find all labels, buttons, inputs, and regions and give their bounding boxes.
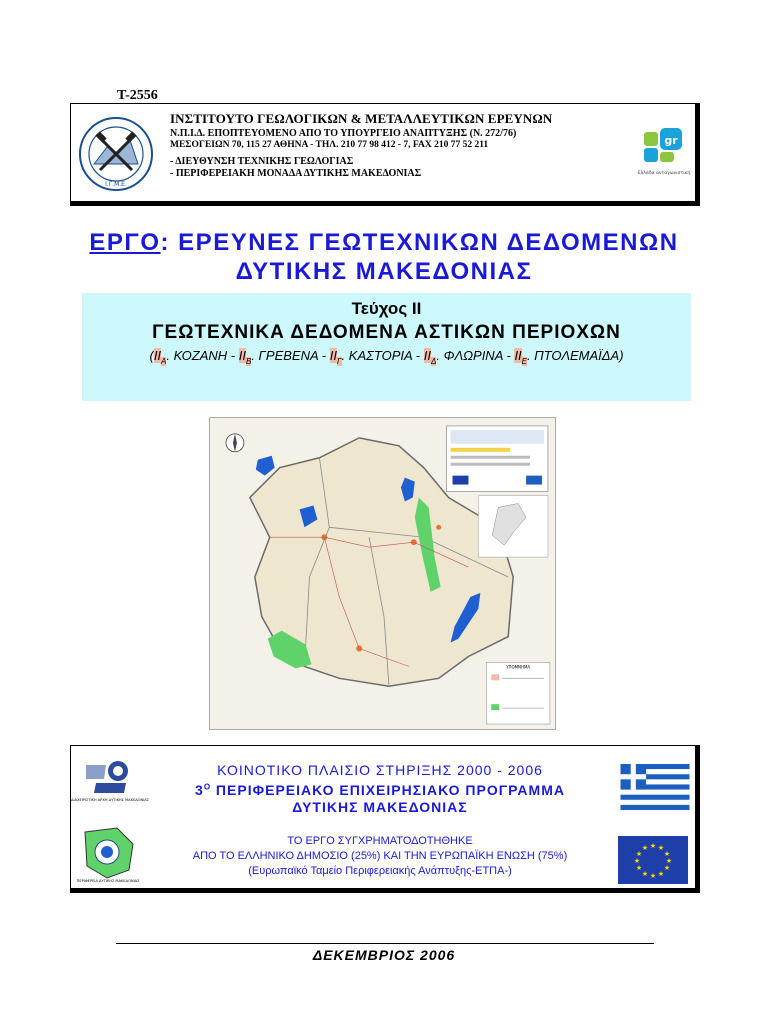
area-tag-sub: Γ bbox=[336, 356, 342, 366]
gr-logo-caption: Ελλάδα ανταγωνιστική bbox=[637, 171, 691, 176]
svg-text:★: ★ bbox=[657, 844, 665, 852]
kps-line3: ΔΥΤΙΚΗΣ ΜΑΚΕΔΟΝΙΑΣ bbox=[292, 799, 468, 815]
publication-date: ΔΕΚΕΜΒΡΙΟΣ 2006 bbox=[312, 947, 456, 963]
area-tag: ΙΙ bbox=[514, 348, 522, 363]
area-tag-sub: Δ bbox=[430, 356, 437, 366]
gr-logo-text: gr bbox=[664, 134, 678, 147]
area-name: . ΓΡΕΒΕΝΑ - bbox=[251, 348, 330, 363]
area-name: . ΚΟΖΑΝΗ - bbox=[166, 348, 239, 363]
svg-text:★: ★ bbox=[665, 857, 673, 865]
eu-flag-icon bbox=[618, 836, 688, 884]
project-title-line2: ΔΥΤΙΚΗΣ ΜΑΚΕΔΟΝΙΑΣ bbox=[235, 258, 533, 285]
area-tag-sub: Ε bbox=[521, 356, 528, 366]
igme-logo bbox=[78, 116, 154, 192]
svg-text:★: ★ bbox=[633, 857, 641, 865]
managing-authority-label: ΔΙΑΧΕΙΡΙΣΤΙΚΗ ΑΡΧΗ ΔΥΤΙΚΗΣ ΜΑΚΕΔΟΝΙΑΣ bbox=[71, 798, 149, 802]
document-code: Τ-2556 bbox=[117, 88, 158, 103]
svg-text:★: ★ bbox=[657, 870, 665, 878]
subtitle-close-paren: ) bbox=[619, 348, 624, 363]
town-marker bbox=[436, 525, 441, 530]
kps-line2-text: ΠΕΡΙΦΕΡΕΙΑΚΟ ΕΠΙΧΕΙΡΗΣΙΑΚΟ ΠΡΟΓΡΑΜΜΑ bbox=[211, 782, 565, 798]
kps-line1: ΚΟΙΝΟΤΙΚΟ ΠΛΑΙΣΙΟ ΣΤΗΡΙΞΗΣ 2000 - 2006 bbox=[217, 762, 543, 778]
volume-label: Τεύχος ΙΙ bbox=[351, 299, 422, 318]
cofunding-line3: (Ευρωπαϊκό Ταμείο Περιφερειακής Ανάπτυξης-ΕΤΠΑ-) bbox=[248, 865, 512, 877]
greek-flag-icon bbox=[620, 764, 690, 810]
map-legend bbox=[486, 662, 550, 724]
region-emblem-label: ΠΕΡΙΦΕΡΕΙΑ ΔΥΤΙΚΗΣ ΜΑΚΕΔΟΝΙΑΣ bbox=[76, 879, 140, 883]
project-title bbox=[0, 228, 768, 286]
area-tag-sub: Α bbox=[161, 356, 167, 366]
area-tag-sub: Β bbox=[245, 356, 252, 366]
svg-text:★: ★ bbox=[649, 842, 657, 850]
regional-unit: - ΠΕΡΙΦΕΡΕΙΑΚΗ ΜΟΝΑΔΑ ΔΥΤΙΚΗΣ ΜΑΚΕΔΟΝΙΑΣ bbox=[170, 168, 422, 179]
area-tag: ΙΙ bbox=[423, 348, 431, 363]
institute-status: Ν.Π.Ι.Δ. ΕΠΟΠΤΕΥΟΜΕΝΟ ΑΠΟ ΤΟ ΥΠΟΥΡΓΕΙΟ ΑΝΑΠΤΥΞΗΣ (Ν. 272/76) bbox=[170, 128, 517, 139]
volume-subtitle bbox=[82, 348, 691, 366]
kps-line2-number: 3 bbox=[195, 782, 204, 798]
kps-line2 bbox=[150, 782, 610, 798]
svg-text:★: ★ bbox=[641, 844, 649, 852]
cofunding-line2: ΑΠΟ ΤΟ ΕΛΛΗΝΙΚΟ ΔΗΜΟΣΙΟ (25%) ΚΑΙ ΤΗΝ ΕΥΡΩΠΑΪΚΗ ΕΝΩΣΗ (75%) bbox=[192, 850, 568, 862]
institute-name: ΙΝΣΤΙΤΟΥΤΟ ΓΕΩΛΟΓΙΚΩΝ & ΜΕΤΑΛΛΕΥΤΙΚΩΝ ΕΡΕΥΝΩΝ bbox=[170, 111, 553, 126]
region-map bbox=[209, 417, 556, 730]
directorate: - ΔΙΕΥΘΥΝΣΗ ΤΕΧΝΙΚΗΣ ΓΕΩΛΟΓΙΑΣ bbox=[170, 156, 354, 167]
compass-icon bbox=[226, 434, 244, 452]
area-tag: ΙΙ bbox=[153, 348, 162, 363]
subtitle-open-paren: ( bbox=[149, 348, 154, 363]
area-tag: ΙΙ bbox=[238, 348, 246, 363]
region-emblem-logo bbox=[77, 822, 139, 884]
svg-text:★: ★ bbox=[663, 850, 671, 858]
kps-line2-ordinal: Ο bbox=[203, 782, 212, 792]
volume-title: ΓΕΩΤΕΧΝΙΚΑ ΔΕΔΟΜΕΝΑ ΑΣΤΙΚΩΝ ΠΕΡΙΟΧΩΝ bbox=[152, 322, 621, 343]
area-name: . ΚΑΣΤΟΡΙΑ - bbox=[341, 348, 424, 363]
svg-text:★: ★ bbox=[641, 870, 649, 878]
svg-text:★: ★ bbox=[649, 872, 657, 880]
project-title-line1: : ΕΡΕΥΝΕΣ ΓΕΩΤΕΧΝΙΚΩΝ ΔΕΔΟΜΕΝΩΝ bbox=[160, 229, 679, 256]
area-tag: ΙΙ bbox=[329, 348, 337, 363]
institute-header bbox=[170, 111, 640, 179]
area-name: . ΦΛΩΡΙΝΑ - bbox=[436, 348, 515, 363]
svg-text:★: ★ bbox=[635, 864, 643, 872]
area-name: . ΠΤΟΛΕΜΑΪΔΑ bbox=[527, 348, 620, 363]
svg-text:★: ★ bbox=[663, 864, 671, 872]
svg-text:★: ★ bbox=[635, 850, 643, 858]
cofunding-line1: ΤΟ ΕΡΓΟ ΣΥΓΧΡΗΜΑΤΟΔΟΤΗΘΗΚΕ bbox=[287, 835, 473, 847]
legend-title: ΥΠΟΜΝΗΜΑ bbox=[506, 664, 531, 670]
institute-address: ΜΕΣΟΓΕΙΩΝ 70, 115 27 ΑΘΗΝΑ - ΤΗΛ. 210 77 98 412 - 7, FAX 210 77 52 211 bbox=[170, 140, 489, 150]
managing-authority-logo bbox=[71, 753, 149, 811]
date-divider bbox=[116, 943, 654, 944]
project-prefix: ΕΡΓΟ bbox=[89, 229, 161, 256]
greece-competitive-logo bbox=[637, 126, 691, 190]
igme-logo-text: Ι.Γ.Μ.Ε. bbox=[105, 181, 127, 188]
